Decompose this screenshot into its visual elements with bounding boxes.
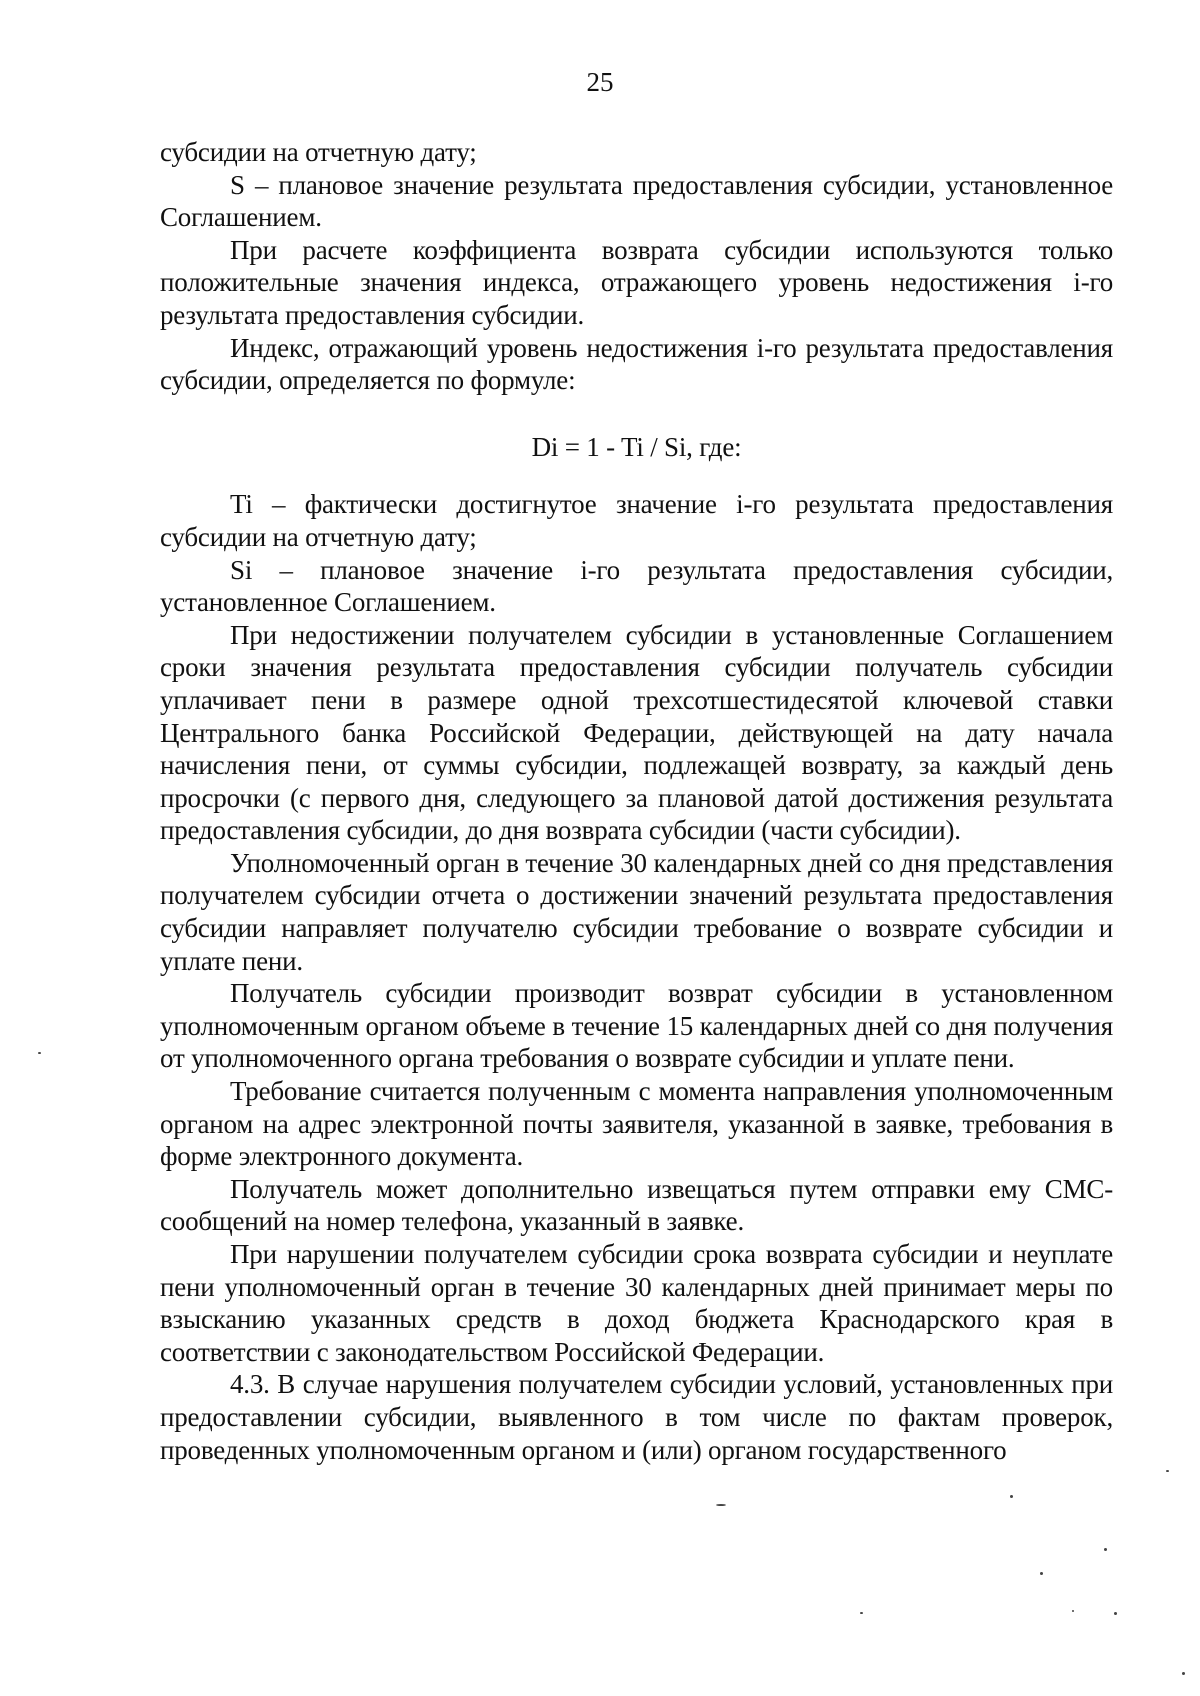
paragraph-penalty: При недостижении получателем субсидии в установленные Соглашением сроки значения результата предоставления субсидии получатель субсидии уплачивает пени в размере одной трехсотшестидесятой ключевой ставки Центрального банка Российской Федерации, действующей на дату начала начисления пени, от суммы субсидии, подлежащей возврату, за каждый день просрочки (с первого дня, следующего за плановой датой достижения результата предоставления субсидии, до дня возврата субсидии (части субсидии). — [160, 619, 1113, 846]
paragraph-recovery-measures: При нарушении получателем субсидии срока возврата субсидии и неуплате пени уполномоченный орган в течение 30 календарных дней принимает меры по взысканию указанных средств в доход бюджета Краснодарского края в соответствии с законодательством Российской Федерации. — [160, 1239, 1113, 1367]
scan-speck — [1040, 1572, 1043, 1575]
paragraph-requirement-received: Требование считается полученным с момента направления уполномоченным органом на адрес электронной почты заявителя, указанной в заявке, требования в форме электронного документа. — [160, 1076, 1113, 1172]
paragraph-refund-term: Получатель субсидии производит возврат субсидии в установленном уполномоченным органом объеме в течение 15 календарных дней со дня получения от уполномоченного органа требования о возврате субсидии и уплате пени. — [160, 978, 1113, 1074]
scan-speck — [1114, 1612, 1117, 1615]
paragraph-index-formula-intro: Индекс, отражающий уровень недостижения i-го результата предоставления субсидии, определяется по формуле: — [160, 332, 1113, 396]
formula: Di = 1 - Ti / Si, где: — [531, 431, 742, 462]
paragraph-sms-notification: Получатель может дополнительно извещаться путем отправки ему СМС-сообщений на номер телефона, указанный в заявке. — [160, 1173, 1113, 1237]
paragraph-authority-requirement: Уполномоченный орган в течение 30 календарных дней со дня представления получателем субсидии отчета о достижении значений результата предоставления субсидии направляет получателю субсидии требование о возврате субсидии и уплате пени. — [160, 847, 1113, 976]
paragraph-ti-definition: Ti – фактически достигнутое значение i-го результата предоставления субсидии на отчетную дату; — [160, 489, 1113, 552]
paragraph-si-definition: Si – плановое значение i-го результата предоставления субсидии, установленное Соглашением. — [160, 554, 1113, 618]
scan-speck — [1182, 1672, 1185, 1675]
paragraph-s-definition: S – плановое значение результата предоставления субсидии, установленное Соглашением. — [160, 169, 1113, 233]
paragraph-continuation: субсидии на отчетную дату; — [160, 137, 477, 167]
scan-speck — [1010, 1495, 1013, 1498]
scan-speck — [716, 1504, 726, 1506]
scan-speck — [860, 1612, 863, 1614]
page-number: 25 — [586, 67, 614, 97]
paragraph-section-4-3: 4.3. В случае нарушения получателем субсидии условий, установленных при предоставлении субсидии, выявленного в том числе по фактам проверок, проведенных уполномоченным органом и (или) органом государственного — [160, 1369, 1113, 1465]
body-text — [160, 136, 1113, 1466]
scan-speck — [1072, 1610, 1074, 1612]
scan-speck — [38, 1052, 41, 1054]
scan-speck — [1166, 1470, 1169, 1472]
paragraph-positive-index: При расчете коэффициента возврата субсидии используются только положительные значения индекса, отражающего уровень недостижения i-го результата предоставления субсидии. — [160, 234, 1113, 330]
scan-speck — [1104, 1548, 1107, 1551]
